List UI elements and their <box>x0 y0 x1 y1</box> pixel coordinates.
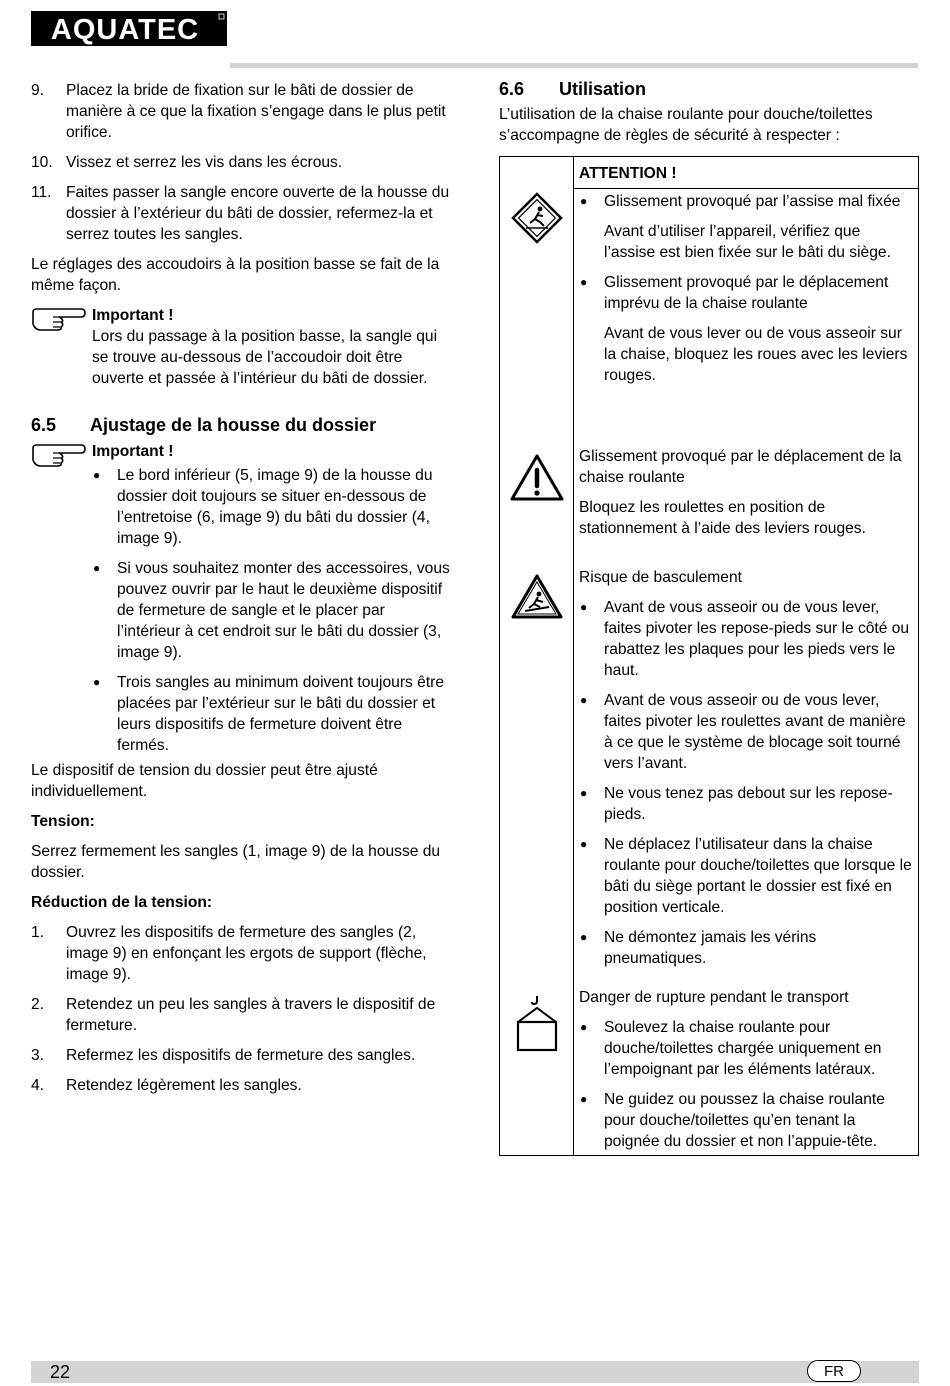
slip-hazard-icon <box>510 191 564 245</box>
step-text: Faites passer la sangle encore ouverte de la housse du dossier à l’extérieur du bâti de dossier, refermez-la et serrez toutes les sangles. <box>66 184 450 243</box>
important-note <box>31 441 451 756</box>
pointing-hand-icon <box>31 442 87 468</box>
section-title: Ajustage de la housse du dossier <box>90 415 377 435</box>
warning-title: Danger de rupture pendant le transport <box>579 989 849 1006</box>
bullet-item <box>579 191 915 263</box>
bullet-item: ● Trois sangles au minimum doivent toujours être placées par l’extérieur sur le bâti du dossier et leurs dispositifs de fermeture doivent être fermés. <box>92 672 451 756</box>
lifting-hook-icon <box>514 994 560 1056</box>
movement-warning <box>579 446 915 548</box>
tipping-warnings <box>579 567 915 978</box>
important-title: Important ! <box>92 443 174 460</box>
tension-intro: Le dispositif de tension du dossier peut être ajusté individuellement. <box>31 762 378 800</box>
language-badge: FR <box>807 1360 861 1382</box>
section-heading-6-6 <box>499 77 921 101</box>
bullet-item: ● Avant de vous asseoir ou de vous lever, faites pivoter les repose-pieds sur le côté ou rabattez les plaques pour les pieds vers le haut. <box>579 597 915 681</box>
footer-bar <box>31 1361 919 1383</box>
tension-title: Tension: <box>31 813 95 830</box>
transport-warnings <box>579 987 915 1161</box>
step-item <box>31 994 451 1036</box>
bullet-title: ● Glissement provoqué par l’assise mal fixée <box>604 193 901 210</box>
bullet-detail: Avant de vous lever ou de vous asseoir sur la chaise, bloquez les roues avec les leviers rouges. <box>604 325 908 384</box>
step-item <box>31 1045 451 1066</box>
warning-text: Bloquez les roulettes en position de stationnement à l’aide des leviers rouges. <box>579 499 866 537</box>
step-number: 1. <box>31 924 45 941</box>
table-divider <box>573 157 574 1155</box>
step-text: Ouvrez les dispositifs de fermeture des sangles (2, image 9) en enfonçant les ergots de support (flèche, image 9). <box>66 924 427 983</box>
section-number: 6.6 <box>499 79 525 99</box>
attention-header: ATTENTION ! <box>574 157 919 189</box>
step-number: 4. <box>31 1077 45 1094</box>
warning-title: Risque de basculement <box>579 569 742 586</box>
important-title: Important ! <box>92 307 174 324</box>
bullet-item: ● Ne guidez ou poussez la chaise roulante pour douche/toilettes qu’en tenant la poignée du dossier et non l’appuie-tête. <box>579 1089 915 1152</box>
bullet-item: ● Si vous souhaitez monter des accessoires, vous pouvez ouvrir par le haut le deuxième dispositif de fermeture de sangle et le placer par l’intérieur à cet endroit sur le bâti du dossier (3, image 9). <box>92 558 451 663</box>
important-text: Lors du passage à la position basse, la sangle qui se trouve au-dessous de l’accoudoir doit être ouverte et passée à l’intérieur du bâti de dossier. <box>92 328 438 387</box>
step-item <box>31 80 451 143</box>
safety-table <box>499 156 919 1156</box>
tipping-hazard-icon <box>510 573 564 621</box>
utilisation-intro: L’utilisation de la chaise roulante pour douche/toilettes s’accompagne de règles de sécurité à respecter : <box>499 106 873 144</box>
step-text: Placez la bride de fixation sur le bâti de dossier de manière à ce que la fixation s’engage dans le plus petit orifice. <box>66 82 446 141</box>
section-number: 6.5 <box>31 415 57 435</box>
aquatec-logo <box>31 11 227 46</box>
bullet-detail: Avant d’utiliser l’appareil, vérifiez que l’assise est bien fixée sur le bâti du siège. <box>604 223 891 261</box>
armrest-note: Le réglages des accoudoirs à la position basse se fait de la même façon. <box>31 256 440 294</box>
bullet-item: ● Le bord inférieur (5, image 9) de la housse du dossier doit toujours se situer en-dessous de l’entretoise (6, image 9) du bâti du dossier (4, image 9). <box>92 465 451 549</box>
slip-warnings <box>579 191 915 395</box>
bullet-item: ● Ne vous tenez pas debout sur les repose-pieds. <box>579 783 915 825</box>
tension-text: Serrez fermement les sangles (1, image 9) de la housse du dossier. <box>31 843 441 881</box>
step-number: 2. <box>31 996 45 1013</box>
left-column <box>31 80 451 1105</box>
warning-triangle-icon <box>509 453 565 503</box>
header-rule <box>230 63 918 68</box>
step-item <box>31 152 451 173</box>
warning-title: Glissement provoqué par le déplacement de la chaise roulante <box>579 448 902 486</box>
page-number: 22 <box>50 1362 71 1382</box>
step-number: 10. <box>31 154 53 171</box>
bullet-item <box>579 272 915 386</box>
bullet-item: ● Soulevez la chaise roulante pour douche/toilettes chargée uniquement en l’empoignant par les éléments latéraux. <box>579 1017 915 1080</box>
right-column-intro <box>499 77 921 155</box>
step-text: Retendez légèrement les sangles. <box>66 1077 302 1094</box>
step-text: Retendez un peu les sangles à travers le dispositif de fermeture. <box>66 996 436 1034</box>
bullet-item: ● Avant de vous asseoir ou de vous lever, faites pivoter les roulettes avant de manière à ce que le système de blocage soit tourné vers l’avant. <box>579 690 915 774</box>
important-note <box>31 305 451 389</box>
bullet-title: ● Glissement provoqué par le déplacement imprévu de la chaise roulante <box>604 274 889 312</box>
step-text: Refermez les dispositifs de fermeture des sangles. <box>66 1047 416 1064</box>
step-item <box>31 182 451 245</box>
section-heading-6-5 <box>31 413 451 437</box>
step-number: 9. <box>31 82 45 99</box>
step-item <box>31 922 451 985</box>
step-number: 11. <box>31 184 52 201</box>
bullet-item: ● Ne déplacez l’utilisateur dans la chaise roulante pour douche/toilettes que lorsque le bâti du siège portant le dossier est fixé en position verticale. <box>579 834 915 918</box>
brand-text: AQUATEC <box>50 14 200 46</box>
step-number: 3. <box>31 1047 45 1064</box>
bullet-item: ● Ne démontez jamais les vérins pneumatiques. <box>579 927 915 969</box>
pointing-hand-icon <box>31 306 87 332</box>
step-text: Vissez et serrez les vis dans les écrous. <box>66 154 343 171</box>
step-item <box>31 1075 451 1096</box>
section-title: Utilisation <box>559 79 647 99</box>
reduction-title: Réduction de la tension: <box>31 894 213 911</box>
